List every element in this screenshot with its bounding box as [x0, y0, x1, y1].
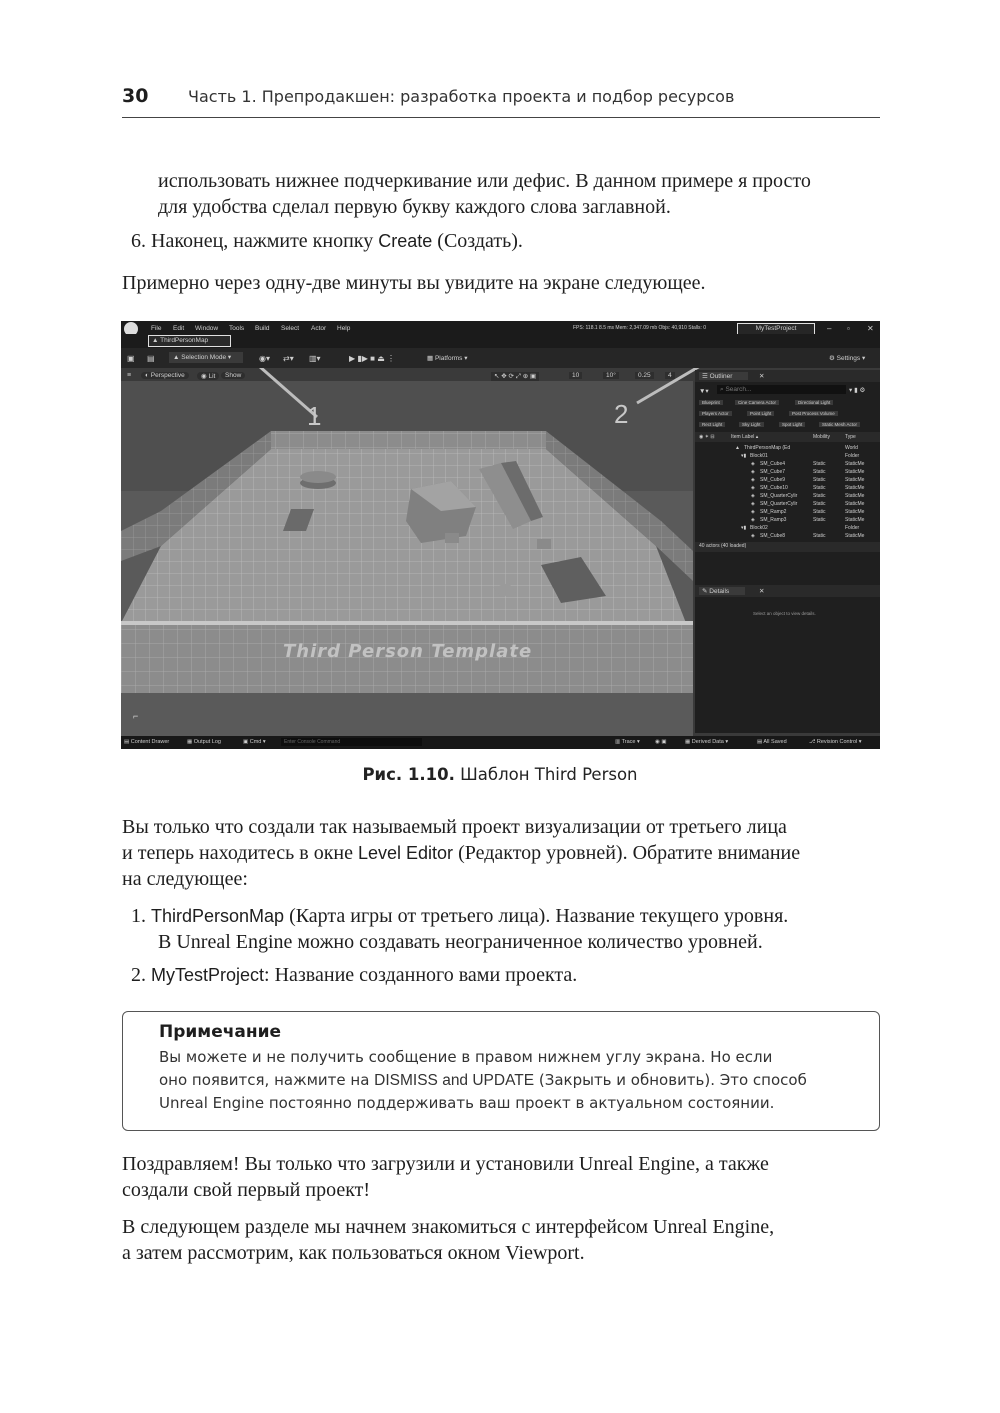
intro-line-1: использовать нижнее подчеркивание или дефис. В данном примере я просто: [158, 170, 811, 192]
closing-p1-line1: Поздравляем! Вы только что загрузили и установили Unreal Engine, а также: [122, 1153, 769, 1175]
editor-tabrow: [121, 334, 880, 348]
page-header: [122, 83, 880, 118]
outliner-row[interactable]: [695, 517, 880, 525]
filter-cine-camera[interactable]: Cine Camera Actor: [735, 400, 779, 405]
step-6-term: Create: [378, 231, 433, 251]
column-mobility[interactable]: Mobility: [813, 434, 830, 440]
filter-point-light[interactable]: Point Light: [747, 411, 774, 416]
outliner-row-label: SM_Ramp2: [760, 509, 787, 515]
derived-data-dropdown[interactable]: ▦ Derived Data ▾: [685, 739, 729, 745]
static-mesh-icon: ◈: [751, 501, 755, 507]
blueprint-icon[interactable]: ⇄▾: [283, 354, 294, 363]
menu-window[interactable]: Window: [195, 325, 219, 332]
note-line-2: оно появится, нажмите на DISMISS and UPDATE (Закрыть и обновить). Это способ: [159, 1071, 807, 1089]
outliner-row[interactable]: [695, 461, 880, 469]
note-line-3: Unreal Engine постоянно поддерживать ваш проект в актуальном состоянии.: [159, 1094, 775, 1112]
filter-static-mesh[interactable]: Static Mesh Actor: [819, 422, 860, 427]
outliner-row-mobility: Static: [813, 469, 826, 475]
outliner-row-label: SM_QuarterCylir: [760, 493, 798, 499]
note-title: Примечание: [159, 1022, 282, 1042]
outliner-filter-icon[interactable]: ▼▾: [699, 388, 709, 395]
filter-post-process[interactable]: Post Process Volume: [789, 411, 838, 416]
visibility-icon: ◉ ✶ ⊟: [699, 434, 715, 440]
menu-build[interactable]: Build: [255, 325, 270, 332]
static-mesh-icon: ◈: [751, 485, 755, 491]
intro-line-2: для удобства сделал первую букву каждого слова заглавной.: [158, 196, 671, 218]
maximize-icon[interactable]: ▫: [847, 324, 850, 333]
step-6-post: (Создать).: [432, 230, 523, 252]
outliner-row-label: SM_Cube7: [760, 469, 786, 475]
outliner-row-mobility: Static: [813, 509, 826, 515]
filter-rect-light[interactable]: Rect Light: [699, 422, 725, 427]
editor-toolbar: [121, 348, 880, 368]
outliner-row[interactable]: [695, 501, 880, 509]
world-icon: ▲: [735, 445, 740, 451]
column-item-label[interactable]: Item Label ▴: [731, 434, 759, 440]
outliner-row-type: StaticMe: [845, 477, 865, 483]
viewport-menu-icon[interactable]: ≡: [127, 372, 132, 379]
menu-select[interactable]: Select: [281, 325, 300, 332]
term-mytestproject: MyTestProject: [151, 965, 265, 985]
outliner-row-label: Block01: [750, 453, 768, 459]
editor-statusbar: [121, 736, 880, 749]
save-icon[interactable]: ▣: [127, 354, 135, 363]
viewport-toolbar: [121, 370, 693, 384]
outliner-row-label: SM_Cube4: [760, 461, 786, 467]
outliner-row[interactable]: [695, 493, 880, 501]
filter-players-actor[interactable]: Players Actor: [699, 411, 732, 416]
body-p1-line3: на следующее:: [122, 868, 248, 890]
outliner-row-label: SM_Cube8: [760, 533, 786, 539]
term-dismiss-update: DISMISS and UPDATE: [374, 1072, 535, 1089]
closing-p2-line2: а затем рассмотрим, как пользоваться окном Viewport.: [122, 1242, 585, 1264]
note-line-1: Вы можете и не получить сообщение в правом нижнем углу экрана. Но если: [159, 1048, 773, 1066]
list-item-2-number: 2.: [131, 964, 146, 986]
outliner-row[interactable]: [695, 509, 880, 517]
outliner-row[interactable]: [695, 485, 880, 493]
folder-icon: ▾▮: [741, 453, 747, 459]
body-p1-line2: и теперь находитесь в окне Level Editor (Редактор уровней). Обратите внимание: [122, 842, 801, 864]
note-body: [159, 1046, 849, 1115]
outliner-row-label: SM_QuarterCylir: [760, 501, 798, 507]
outliner-row-type: StaticMe: [845, 509, 865, 515]
minimize-icon[interactable]: –: [827, 324, 832, 333]
rotation-snap-value[interactable]: 10°: [603, 372, 619, 379]
caption-label: Рис. 1.10.: [362, 765, 455, 784]
content-drawer-button[interactable]: ▤ Content Drawer: [124, 739, 170, 745]
project-name-badge: MyTestProject: [737, 323, 815, 335]
note-box: [122, 1011, 880, 1131]
cmd-dropdown[interactable]: ▣ Cmd ▾: [243, 739, 266, 745]
outliner-row-mobility: Static: [813, 493, 826, 499]
outliner-row-type: StaticMe: [845, 501, 865, 507]
outliner-close-icon[interactable]: ✕: [759, 373, 765, 380]
filter-blueprint[interactable]: Blueprint: [699, 400, 723, 405]
outliner-row-mobility: Static: [813, 517, 826, 523]
all-saved-button[interactable]: ▤ All Saved: [757, 739, 787, 745]
list-item-2: 2. MyTestProject: Название созданного вами проекта.: [131, 964, 578, 986]
list-item-1-number: 1.: [131, 905, 146, 927]
folder-icon: ▾▮: [741, 525, 747, 531]
outliner-row-mobility: Static: [813, 501, 826, 507]
running-title: Часть 1. Препродакшен: разработка проекта и подбор ресурсов: [188, 87, 735, 106]
menu-edit[interactable]: Edit: [173, 325, 185, 332]
outliner-row-label: SM_Ramp3: [760, 517, 787, 523]
step-6-number: 6.: [131, 230, 146, 252]
lit-button[interactable]: ◉ Lit: [197, 372, 219, 380]
arena-back-wall: [271, 431, 546, 449]
figure-unreal-editor: [121, 321, 880, 749]
revision-control-dropdown[interactable]: ⎇ Revision Control ▾: [809, 739, 862, 745]
intro-after: Примерно через одну-две минуты вы увидите на экране следующее.: [122, 272, 706, 294]
outliner-row-type: StaticMe: [845, 493, 865, 499]
static-mesh-icon: ◈: [751, 461, 755, 467]
term-level-editor: Level Editor: [358, 843, 454, 863]
outliner-row[interactable]: [695, 533, 880, 541]
filter-directional-light[interactable]: Directional Light: [795, 400, 833, 405]
outliner-search-input[interactable]: ⌕ Search...: [717, 385, 846, 394]
outliner-row-label: SM_Cube9: [760, 477, 786, 483]
step-6-pre: Наконец, нажмите кнопку: [151, 230, 379, 252]
outliner-row-type: StaticMe: [845, 469, 865, 475]
close-icon[interactable]: ✕: [867, 324, 874, 333]
details-tab[interactable]: ✎ Details: [699, 587, 745, 595]
outliner-panel: [695, 370, 880, 588]
scale-snap-value[interactable]: 0.25: [635, 372, 654, 379]
body-p1-line1: Вы только что создали так называемый проект визуализации от третьего лица: [122, 816, 787, 838]
template-wall-text: Third Person Template: [283, 641, 533, 662]
outliner-row-type: StaticMe: [845, 517, 865, 523]
filter-spot-light[interactable]: Spot Light: [779, 422, 805, 427]
content-icon[interactable]: ▤: [147, 354, 155, 363]
outliner-row-mobility: Static: [813, 485, 826, 491]
axis-gizmo-icon: ⌐: [133, 711, 139, 721]
outliner-row-label: ThirdPersonMap (Ed: [744, 445, 791, 451]
grid-snap-value[interactable]: 10: [569, 372, 582, 379]
static-mesh-icon: ◈: [751, 509, 755, 515]
step-6: [131, 228, 523, 254]
outliner-row[interactable]: [695, 525, 880, 533]
map-tab[interactable]: ▲ ThirdPersonMap: [148, 335, 231, 347]
menu-file[interactable]: File: [151, 325, 162, 332]
outliner-row[interactable]: [695, 469, 880, 477]
static-mesh-icon: ◈: [751, 493, 755, 499]
transform-tools-icon[interactable]: ↖ ✥ ⟳ ⤢ ⊕ ▣: [491, 372, 539, 381]
list-item-1: 1. ThirdPersonMap (Карта игры от третьего лица). Название текущего уровня.: [131, 905, 789, 927]
actors-count: 40 actors (40 loaded): [699, 543, 747, 549]
closing-p2-line1: В следующем разделе мы начнем знакомиться с интерфейсом Unreal Engine,: [122, 1216, 775, 1238]
figure-caption: [0, 765, 1000, 784]
static-mesh-icon: ◈: [751, 517, 755, 523]
cinematics-icon[interactable]: ▥▾: [309, 354, 321, 363]
static-mesh-icon: ◈: [751, 533, 755, 539]
show-button[interactable]: Show: [221, 372, 245, 379]
camera-speed-value[interactable]: 4: [665, 372, 675, 379]
outliner-row-type: Folder: [845, 453, 860, 459]
arrow-1-label: 1: [307, 401, 322, 431]
outliner-row-mobility: Static: [813, 533, 826, 539]
outliner-row-type: StaticMe: [845, 461, 865, 467]
outliner-row[interactable]: [695, 477, 880, 485]
page-number: 30: [122, 85, 149, 107]
perf-stats: FPS: 118.1 8.5 ms Mem: 2,347.09 mb Objs: 40,910 Stalls: 0: [573, 325, 707, 331]
outliner-row-mobility: Static: [813, 461, 826, 467]
caption-text: Шаблон Third Person: [454, 765, 638, 784]
term-thirdpersonmap: ThirdPersonMap: [151, 906, 285, 926]
menu-actor[interactable]: Actor: [311, 325, 327, 332]
details-empty-text: Select an object to view details.: [753, 611, 816, 616]
platforms-button[interactable]: ▦ Platforms ▾: [427, 355, 468, 362]
perspective-button[interactable]: ◐ Perspective: [141, 372, 189, 379]
outliner-actions-icon[interactable]: ▾ ▮ ⚙: [849, 387, 866, 394]
create-icon[interactable]: ◉▾: [259, 354, 270, 363]
details-panel: [695, 585, 880, 733]
static-mesh-icon: ◈: [751, 469, 755, 475]
trace-dropdown[interactable]: ▥ Trace ▾: [615, 739, 640, 745]
outliner-row[interactable]: [695, 445, 880, 453]
closing-p1-line2: создали свой первый проект!: [122, 1179, 371, 1201]
outliner-row-mobility: Static: [813, 477, 826, 483]
arrow-2-label: 2: [614, 399, 629, 429]
details-close-icon[interactable]: ✕: [759, 588, 765, 595]
column-type[interactable]: Type: [845, 434, 856, 440]
console-input[interactable]: Enter Console Command: [281, 738, 422, 746]
outliner-row[interactable]: [695, 453, 880, 461]
outliner-row-type: World: [845, 445, 858, 451]
outliner-row-type: StaticMe: [845, 533, 865, 539]
outliner-row-label: Block02: [750, 525, 768, 531]
menu-help[interactable]: Help: [337, 325, 351, 332]
selection-mode-dropdown[interactable]: ▲ Selection Mode ▾: [169, 352, 243, 363]
outliner-row-type: StaticMe: [845, 485, 865, 491]
list-item-1-line2: В Unreal Engine можно создавать неограниченное количество уровней.: [158, 931, 763, 953]
static-mesh-icon: ◈: [751, 477, 755, 483]
outliner-row-label: SM_Cube10: [760, 485, 788, 491]
outliner-tab[interactable]: ☰ Outliner: [699, 372, 748, 380]
settings-button[interactable]: ⚙ Settings ▾: [829, 355, 866, 362]
filter-sky-light[interactable]: Sky Light: [739, 422, 764, 427]
menu-tools[interactable]: Tools: [229, 325, 245, 332]
outliner-row-type: Folder: [845, 525, 860, 531]
status-icons[interactable]: ◉ ▣: [655, 739, 667, 745]
output-log-button[interactable]: ▦ Output Log: [187, 739, 221, 745]
play-controls-icon[interactable]: ▶ ▮▶ ■ ⏏ ⋮: [349, 354, 395, 363]
